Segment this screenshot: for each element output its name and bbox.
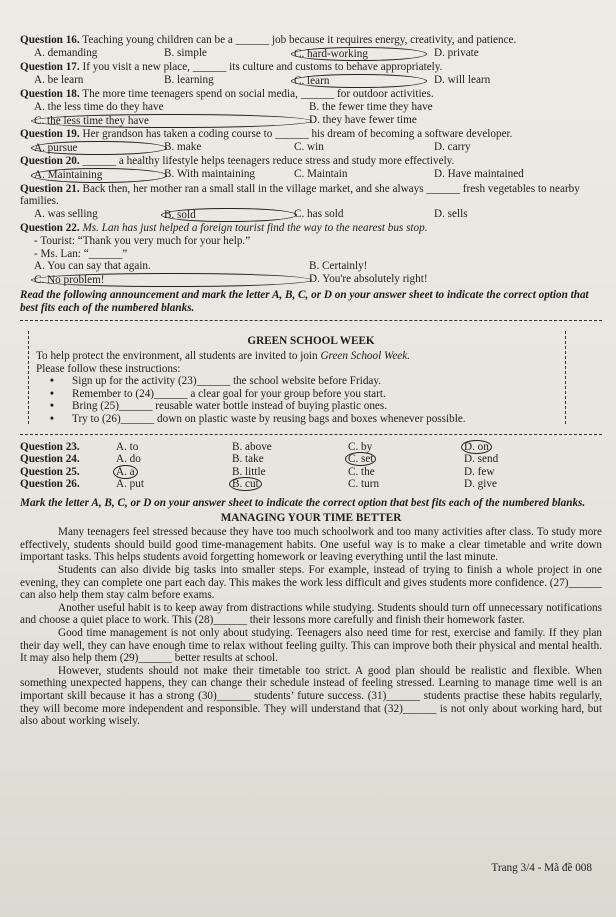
option-a: A. do <box>116 453 141 466</box>
option-a <box>34 141 164 156</box>
announcement-title: GREEN SCHOOL WEEK <box>247 335 375 348</box>
question-number: Question 20. <box>20 155 80 168</box>
option-b: B. make <box>164 140 202 153</box>
question-stem: Ms. Lan has just helped a foreign tourist find the way to the nearest bus stop. <box>82 222 428 235</box>
question-18 <box>20 88 602 128</box>
circled-mark: B. sold <box>161 208 297 223</box>
question-number: Question 16. <box>20 34 80 46</box>
circled-mark: A. a <box>113 465 138 479</box>
dialog-line: - Ms. Lan: “______” <box>34 247 128 260</box>
answer-grid-23-26 <box>20 441 602 491</box>
option-b <box>232 478 348 491</box>
question-label: Question 25. <box>20 465 80 478</box>
option-d: D. few <box>464 465 495 478</box>
option-d: D. sells <box>434 207 468 220</box>
question-16 <box>20 34 602 61</box>
question-number: Question 17. <box>20 61 80 74</box>
option-a: A. be learn <box>34 73 84 86</box>
passage-paragraph: Many teenagers feel stressed because they have too much schoolwork and too many activities after class. To study more effectively, students should build good time-management habits. One useful way is to make a clear timetable and write down important tasks. This helps students avoid forgetting homework or leaving everything until the last minute. <box>20 526 602 564</box>
option-d: D. private <box>434 46 479 59</box>
passage-paragraph: Another useful habit is to keep away from distractions while studying. Students should turn off unnecessary notifications and choose a quiet place to work. This (28)______ their lessons more carefully and finish their homework faster. <box>20 601 602 627</box>
option-d: D. You're absolutely right! <box>309 272 428 285</box>
circled-mark: C. set <box>345 452 376 466</box>
instruction-announcement: Read the following announcement and mark the letter A, B, C, or D on your answer sheet to indicate the correct option that best fits each of the numbered blanks. <box>20 289 589 314</box>
question-17 <box>20 61 602 88</box>
instruction-passage: Mark the letter A, B, C, or D on your answer sheet to indicate the correct option that best fits each of the numbered blanks. <box>20 497 586 509</box>
option-a: A. You can say that again. <box>34 260 151 273</box>
announcement-intro: To help protect the environment, all students are invited to join Green School Week. <box>36 350 411 363</box>
circled-mark: C. learn <box>291 74 427 89</box>
list-item: • Sign up for the activity (23)______ the school website before Friday. <box>72 375 594 388</box>
question-label: Question 24. <box>20 453 80 466</box>
question-22 <box>20 222 602 287</box>
list-item: • Bring (25)______ reusable water bottle instead of buying plastic ones. <box>72 400 594 413</box>
option-c: C. Maintain <box>294 167 348 180</box>
circled-mark: A. pursue <box>31 141 167 156</box>
question-stem: Back then, her mother ran a small stall in the village market, and she always ______ fresh vegetables to nearby families. <box>20 182 580 208</box>
question-stem: If you visit a new place, ______ its culture and customs to behave appropriately. <box>82 61 443 74</box>
announcement-list <box>28 375 594 425</box>
option-a: A. put <box>116 478 144 491</box>
question-number: Question 19. <box>20 128 80 141</box>
circled-mark: C. No problem! <box>31 273 312 288</box>
question-label: Question 26. <box>20 478 80 491</box>
option-d: D. will learn <box>434 73 491 86</box>
question-stem: Her grandson has taken a coding course to ______ his dream of becoming a software developer. <box>82 128 513 141</box>
option-b: B. simple <box>164 46 207 59</box>
option-a <box>34 168 164 183</box>
option-b: B. With maintaining <box>164 167 256 180</box>
announcement-box <box>20 320 602 434</box>
circled-mark: C. the less time they have <box>31 114 312 129</box>
question-number: Question 18. <box>20 88 80 101</box>
circled-mark: D. on <box>461 440 492 454</box>
passage-paragraph: Students can also divide big tasks into smaller steps. For example, instead of trying to finish a whole project in one evening, they can complete one part each day. This makes the work less difficult and gives students more confidence. (27)______ can also help them stay calm before exams. <box>20 563 602 602</box>
question-stem: Teaching young children can be a ______ job because it requires energy, creativity, and patience. <box>82 34 517 46</box>
option-b: B. learning <box>164 73 214 86</box>
option-d <box>464 441 584 454</box>
option-c <box>348 453 464 466</box>
option-c: C. the <box>348 465 375 478</box>
option-b: B. the fewer time they have <box>309 100 433 113</box>
option-b: B. little <box>232 465 266 478</box>
list-item: • Remember to (24)______ a clear goal for your group before you start. <box>72 388 594 401</box>
option-d: D. give <box>464 478 497 491</box>
announcement-follow: Please follow these instructions: <box>36 362 181 375</box>
option-b: B. above <box>232 440 272 453</box>
circled-mark: B. cut <box>229 477 262 491</box>
option-a: A. was selling <box>34 207 98 220</box>
option-b: B. Certainly! <box>309 260 368 273</box>
option-a: A. demanding <box>34 46 98 59</box>
page-footer: Trang 3/4 - Mã đề 008 <box>491 862 592 875</box>
option-d: D. carry <box>434 140 471 153</box>
option-d: D. send <box>464 453 499 466</box>
question-label: Question 23. <box>20 440 80 453</box>
option-a: A. to <box>116 440 139 453</box>
option-c: C. turn <box>348 478 380 491</box>
question-number: Question 21. <box>20 182 80 195</box>
option-c <box>34 114 309 129</box>
circled-mark: C. hard-working <box>291 47 427 62</box>
option-c: C. has sold <box>294 207 344 220</box>
option-c: C. by <box>348 440 373 453</box>
passage-paragraph: Good time management is not only about studying. Teenagers also need time for rest, exercise and family. If they plan their day well, they can have enough time to relax without feeling guilty. This can improve both their physical and mental health. It may also help them (29)______ better results at school. <box>20 626 602 665</box>
option-a: A. the less time do they have <box>34 100 164 113</box>
question-stem: ______ a healthy lifestyle helps teenagers reduce stress and study more effectively. <box>82 155 455 168</box>
option-c <box>294 74 434 89</box>
option-c: C. win <box>294 140 324 153</box>
option-d: D. Have maintained <box>434 167 524 180</box>
question-21 <box>20 183 602 223</box>
dialog-line: - Tourist: “Thank you very much for your help.” <box>34 234 251 247</box>
option-a <box>116 466 232 479</box>
option-c <box>34 273 309 288</box>
question-19 <box>20 128 602 155</box>
option-b <box>164 208 294 223</box>
list-item: • Try to (26)______ down on plastic waste by reusing bags and boxes whenever possible. <box>72 413 594 426</box>
box-border-left <box>28 331 29 423</box>
option-c <box>294 47 434 62</box>
option-d: D. they have fewer time <box>309 113 417 126</box>
passage-paragraph: However, students should not make their timetable too strict. A good plan should be realistic and flexible. When something unexpected happens, they can change their schedule instead of feeling stressed. Learning to manage time well is an important skill because it has a strong (30)______ students’ future success. (31)______ students practise these habits regularly, they will become more independent and responsible. They will understand that (32)______ is not only about working hard, but also about working wisely. <box>20 664 602 728</box>
question-20 <box>20 155 602 182</box>
question-number: Question 22. <box>20 222 80 235</box>
option-b: B. take <box>232 453 264 466</box>
circled-mark: A. Maintaining <box>31 168 167 183</box>
passage-title: MANAGING YOUR TIME BETTER <box>220 511 402 524</box>
question-stem: The more time teenagers spend on social media, ______ for outdoor activities. <box>82 88 434 101</box>
